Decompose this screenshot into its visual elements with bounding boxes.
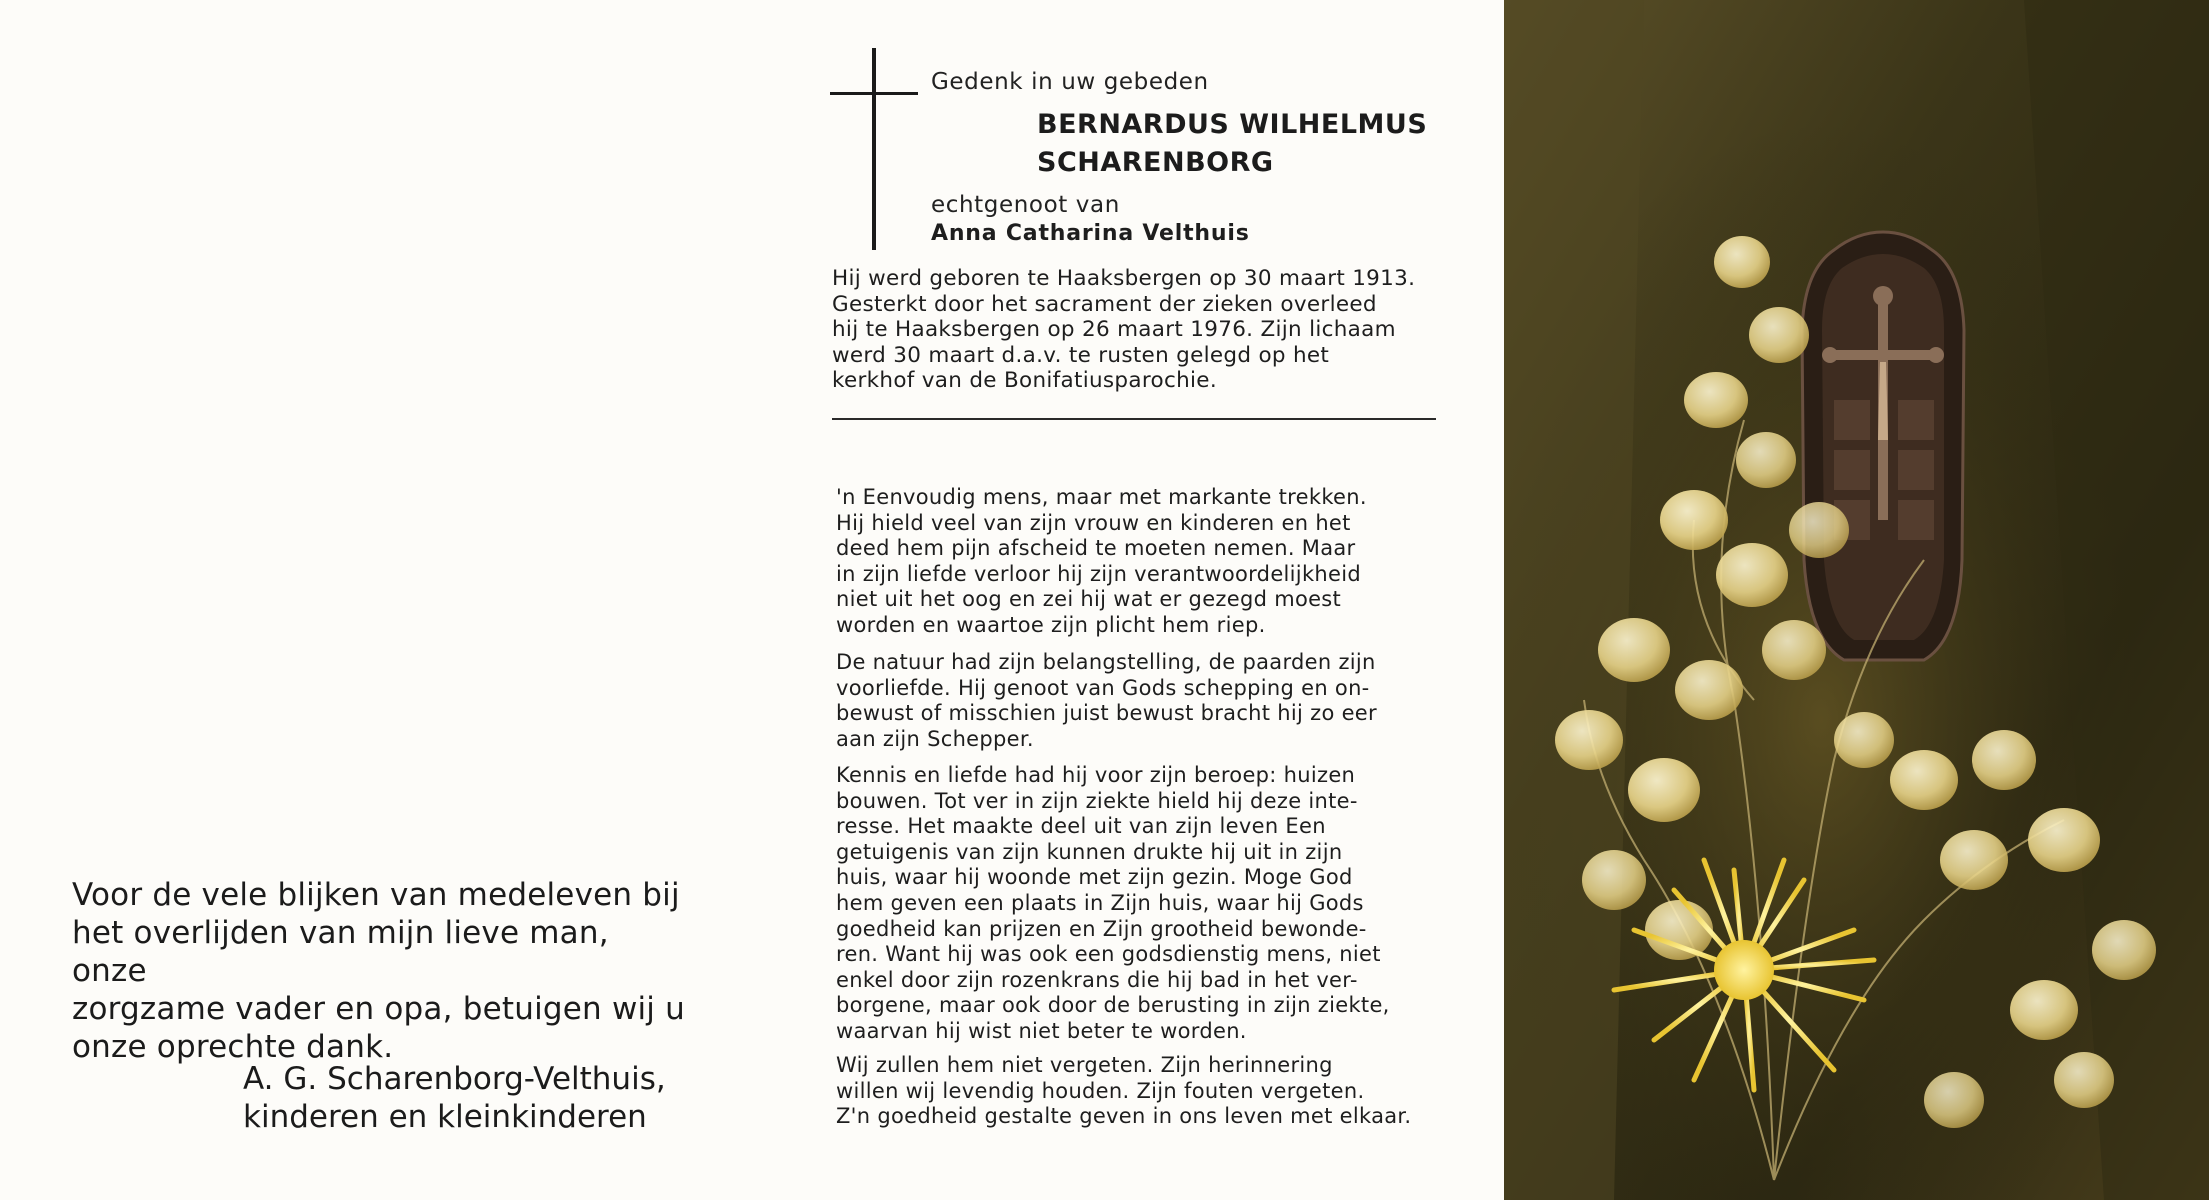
- paragraph-line: willen wij levendig houden. Zijn fouten vergeten.: [836, 1078, 1365, 1103]
- signature-line: A. G. Scharenborg-Velthuis,: [243, 1061, 666, 1097]
- paragraph-line: huis, waar hij woonde met zijn gezin. Moge God: [836, 865, 1353, 890]
- bio-line: hij te Haaksbergen op 26 maart 1976. Zijn lichaam: [832, 317, 1396, 342]
- paragraph-1: [836, 485, 1442, 639]
- thanks-line: Voor de vele blijken van medeleven bij: [72, 877, 680, 913]
- thanks-line: zorgzame vader en opa, betuigen wij u: [72, 991, 686, 1027]
- thanks-line: het overlijden van mijn lieve man, onze: [72, 915, 609, 989]
- cross-vertical-bar: [872, 48, 876, 250]
- paragraph-line: Z'n goedheid gestalte geven in ons leven met elkaar.: [836, 1104, 1412, 1129]
- paragraph-line: enkel door zijn rozenkrans die hij bad in het ver-: [836, 967, 1358, 992]
- paragraph-line: in zijn liefde verloor hij zijn verantwoordelijkheid: [836, 561, 1361, 586]
- paragraph-line: niet uit het oog en zei hij wat er gezegd moest: [836, 587, 1342, 612]
- signature-line: kinderen en kleinkinderen: [243, 1099, 647, 1135]
- bio-line: werd 30 maart d.a.v. te rusten gelegd op het: [832, 342, 1330, 368]
- cross-horizontal-bar: [830, 92, 918, 95]
- paragraph-line: 'n Eenvoudig mens, maar met markante trekken.: [836, 485, 1367, 509]
- bio-line: Hij werd geboren te Haaksbergen op 30 maart 1913.: [832, 266, 1416, 291]
- relation-text: echtgenoot van: [931, 192, 1120, 218]
- bio-line: Gesterkt door het sacrament der zieken overleed: [832, 291, 1377, 317]
- paragraph-line: bouwen. Tot ver in zijn ziekte hield hij deze inte-: [836, 788, 1358, 813]
- paragraph-line: goedheid kan prijzen en Zijn grootheid bewonde-: [836, 916, 1367, 941]
- crucifix-plaque: [1802, 232, 1964, 660]
- deceased-name-line1: BERNARDUS WILHELMUS: [1037, 109, 1428, 140]
- paragraph-line: waarvan hij wist niet beter te worden.: [836, 1018, 1247, 1043]
- paragraph-line: De natuur had zijn belangstelling, de paarden zijn: [836, 650, 1376, 674]
- divider: [832, 418, 1436, 420]
- deceased-name-line2: SCHARENBORG: [1037, 147, 1274, 178]
- paragraph-line: hem geven een plaats in Zijn huis, waar hij Gods: [836, 890, 1364, 915]
- paragraph-line: ren. Want hij was ook een godsdienstig mens, niet: [836, 942, 1381, 967]
- biography: [832, 266, 1438, 394]
- paragraph-line: Kennis en liefde had hij voor zijn beroep: huizen: [836, 763, 1356, 787]
- paragraph-3: [836, 763, 1442, 1045]
- paragraph-line: bewust of misschien juist bewust bracht hij zo eer: [836, 701, 1377, 726]
- photo-illustration: [1504, 0, 2209, 1200]
- paragraph-line: borgene, maar ook door de berusting in zijn ziekte,: [836, 993, 1390, 1018]
- family-signature: [243, 1060, 683, 1136]
- thank-you-text: [72, 876, 692, 1066]
- paragraph-2: [836, 650, 1442, 752]
- paragraph-line: worden en waartoe zijn plicht hem riep.: [836, 612, 1266, 637]
- paragraph-4: [836, 1053, 1442, 1130]
- bio-line: kerkhof van de Bonifatiusparochie.: [832, 368, 1217, 393]
- paragraph-line: getuigenis van zijn kunnen drukte hij uit in zijn: [836, 839, 1343, 864]
- paragraph-line: voorliefde. Hij genoot van Gods schepping en on-: [836, 675, 1370, 700]
- spouse-name: Anna Catharina Velthuis: [931, 221, 1250, 246]
- paragraph-line: deed hem pijn afscheid te moeten nemen. Maar: [836, 536, 1356, 561]
- thanks-line: onze oprechte dank.: [72, 1029, 394, 1065]
- paragraph-line: resse. Het maakte deel uit van zijn leven Een: [836, 814, 1326, 839]
- paragraph-line: Hij hield veel van zijn vrouw en kinderen en het: [836, 510, 1351, 535]
- crucifix-flower-photo: [1504, 0, 2209, 1200]
- paragraph-line: Wij zullen hem niet vergeten. Zijn herinnering: [836, 1053, 1333, 1077]
- paragraph-line: aan zijn Schepper.: [836, 726, 1034, 751]
- intro-text: Gedenk in uw gebeden: [931, 69, 1209, 95]
